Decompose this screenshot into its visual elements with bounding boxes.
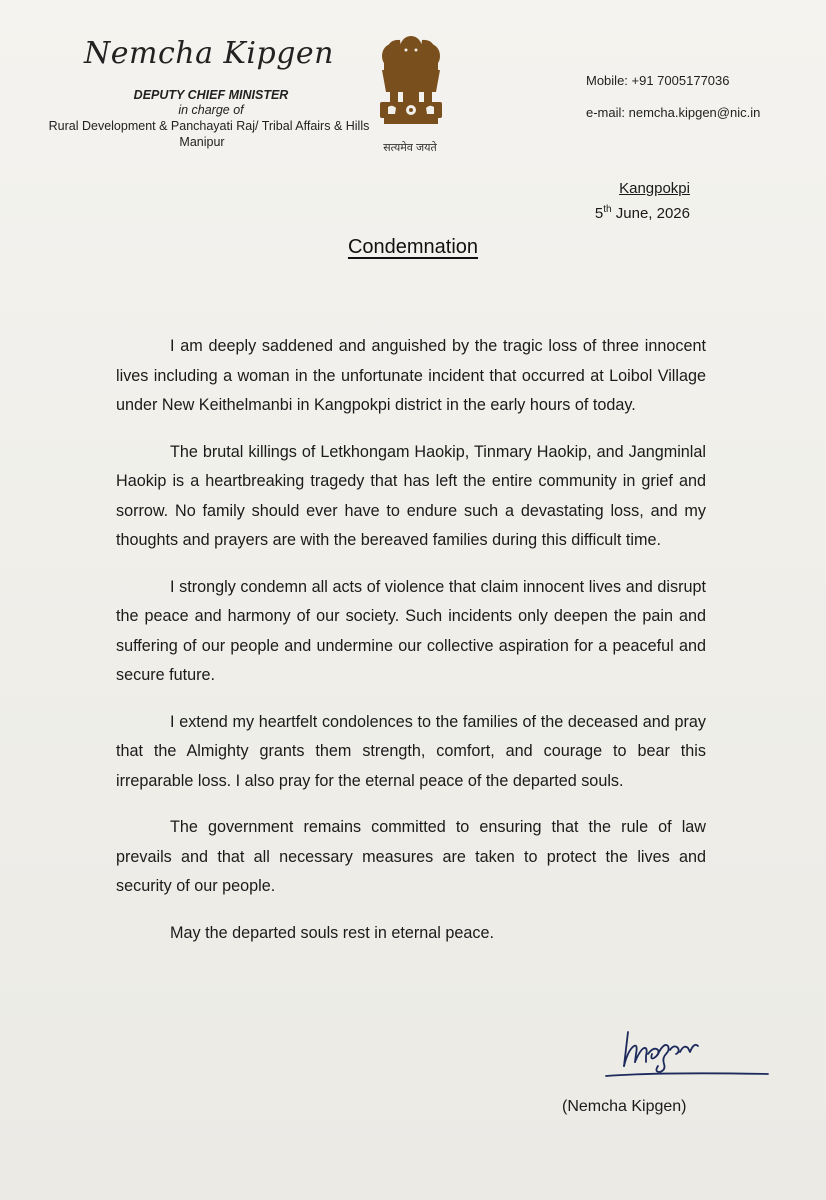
handwritten-signature [598,1020,770,1088]
email-address: e-mail: nemcha.kipgen@nic.in [586,105,761,120]
state-emblem-icon [370,30,452,140]
designation: DEPUTY CHIEF MINISTER [133,88,289,102]
paragraph: The brutal killings of Letkhongam Haokip, Tinmary Haokip, and Jangminlal Haokip is a heartbreaking tragedy that has left the entire community in grief and sorrow. No family should ever have to endure such a devastating loss, and my thoughts and prayers are with the bereaved families during this difficult time. [116,442,706,549]
departments: Rural Development & Panchayati Raj/ Tribal Affairs & Hills [48,119,370,133]
letter-heading: Condemnation [347,236,479,258]
signatory-name: (Nemcha Kipgen) [562,1098,687,1115]
paragraph: I am deeply saddened and anguished by the tragic loss of three innocent lives including a woman in the unfortunate incident that occurred at Loibol Village under New Keithelmanbi in Kangpokpi district in the early hours of today. [116,337,706,414]
letter-date [595,204,690,222]
date-rest: June, 2026 [611,205,690,222]
letterhead-name: Nemcha Kipgen [84,36,334,71]
emblem-motto: सत्यमेव जयते [383,142,437,154]
paragraph: The government remains committed to ensuring that the rule of law prevails and that all necessary measures are taken to protect the lives and security of our people. [116,818,706,895]
paragraph: May the departed souls rest in eternal peace. [170,923,494,942]
date-day: 5 [594,205,604,222]
letter-place: Kangpokpi [619,180,690,197]
paragraph: I extend my heartfelt condolences to the families of the deceased and pray that the Almighty grants them strength, comfort, and courage to bear this irreparable loss. I also pray for the eternal peace of the departed souls. [116,712,706,790]
letter-body [116,332,706,965]
state-name: Manipur [179,135,225,149]
in-charge-label: in charge of [178,103,244,117]
mobile-number: Mobile: +91 7005177036 [586,73,730,88]
date-suffix: th [603,204,612,215]
paragraph: I strongly condemn all acts of violence that claim innocent lives and disrupt the peace and harmony of our society. Such incidents only deepen the pain and suffering of our people and undermine our collective aspiration for a peaceful and secure future. [116,577,706,684]
